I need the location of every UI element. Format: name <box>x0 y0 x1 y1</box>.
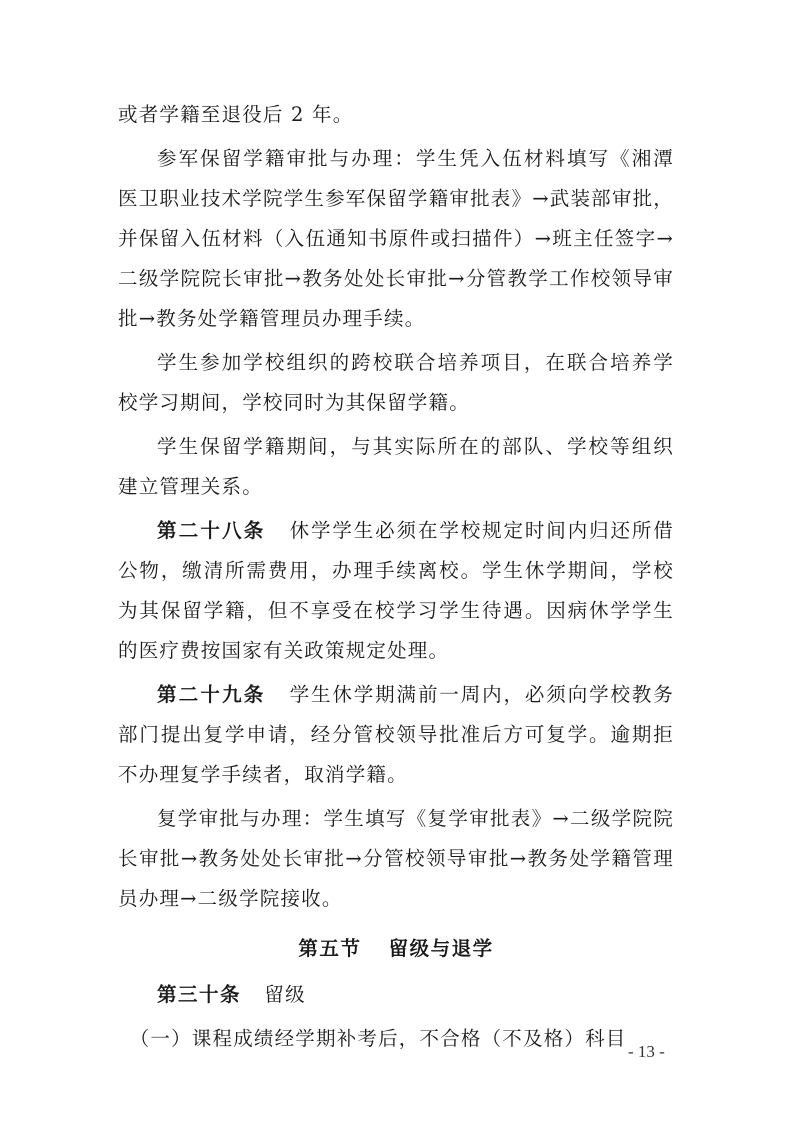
article-title: 第二十九条 <box>157 683 266 706</box>
paragraph: 复学审批与办理：学生填写《复学审批表》→二级学院院长审批→教务处处长审批→分管校领导审批→教务处学籍管理员办理→二级学院接收。 <box>118 807 674 910</box>
section-number: 第五节 <box>298 937 362 960</box>
page-number: - 13 - <box>628 1042 665 1061</box>
body-text <box>118 95 674 1063</box>
article-body: 休学学生必须在学校规定时间内归还所借公物，缴清所需费用，办理手续离校。学生休学期间，学校为其保留学籍，但不享受在校学习学生待遇。因病休学学生的医疗费按国家有关政策规定处理。 <box>118 519 674 662</box>
section-heading <box>118 929 674 969</box>
article-29 <box>118 675 674 795</box>
paragraph: 学生参加学校组织的跨校联合培养项目，在联合培养学校学习期间，学校同时为其保留学籍。 <box>118 351 674 414</box>
article-body: 留级 <box>264 983 306 1006</box>
list-item: （一）课程成绩经学期补考后，不合格（不及格）科目 <box>129 1027 627 1050</box>
article-body: 学生休学期满前一周内，必须向学校教务部门提出复学申请，经分管校领导批准后方可复学。逾期拒不办理复学手续者，取消学籍。 <box>118 683 674 786</box>
article-28 <box>118 511 674 671</box>
section-title: 留级与退学 <box>388 937 494 960</box>
paragraph: 或者学籍至退役后 2 年。 <box>118 103 354 126</box>
article-title: 第三十条 <box>157 983 242 1006</box>
paragraph: 学生保留学籍期间，与其实际所在的部队、学校等组织建立管理关系。 <box>118 435 674 498</box>
article-title: 第二十八条 <box>157 519 266 542</box>
paragraph: 参军保留学籍审批与办理：学生凭入伍材料填写《湘潭医卫职业技术学院学生参军保留学籍审批表》→武装部审批，并保留入伍材料（入伍通知书原件或扫描件）→班主任签字→二级学院院长审批→教务处处长审批→分管教学工作校领导审批→教务处学籍管理员办理手续。 <box>118 147 674 330</box>
article-30 <box>118 975 674 1015</box>
